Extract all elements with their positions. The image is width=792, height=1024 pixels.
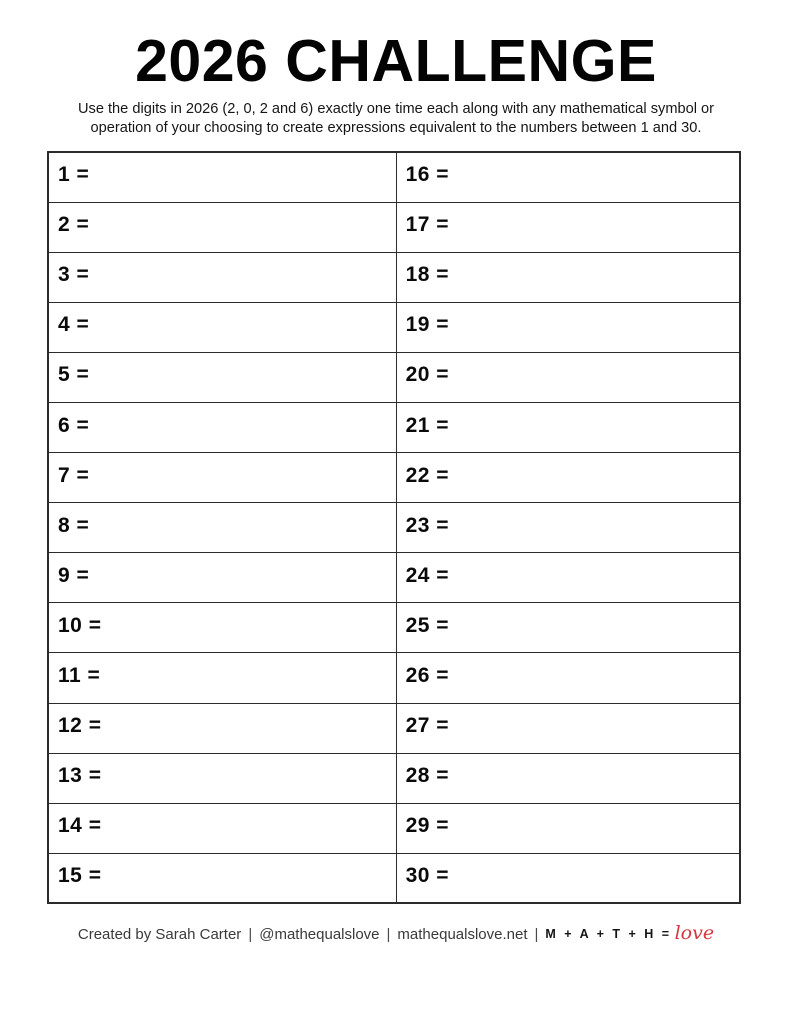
table-cell: 11 = [48, 653, 396, 703]
love-script-logo: love [674, 922, 715, 945]
table-row [48, 803, 740, 853]
table-cell: 10 = [48, 603, 396, 653]
table-cell: 21 = [396, 402, 740, 452]
worksheet-page [0, 28, 792, 1024]
table-cell: 27 = [396, 703, 740, 753]
table-row [48, 703, 740, 753]
table-cell: 6 = [48, 402, 396, 452]
table-cell: 13 = [48, 753, 396, 803]
table-cell: 3 = [48, 252, 396, 302]
table-row [48, 553, 740, 603]
table-row [48, 302, 740, 352]
table-cell: 1 = [48, 152, 396, 202]
footer-website: mathequalslove.net [397, 926, 528, 944]
instructions-line-1: Use the digits in 2026 (2, 0, 2 and 6) exactly one time each along with any mathematical symbol or [78, 101, 714, 117]
table-cell: 16 = [396, 152, 740, 202]
footer-separator: | [386, 926, 391, 944]
table-cell: 20 = [396, 352, 740, 402]
table-cell: 15 = [48, 853, 396, 903]
table-row [48, 503, 740, 553]
table-row [48, 352, 740, 402]
math-equals-love-logo: M + A + T + H = [545, 927, 672, 942]
table-row [48, 853, 740, 903]
table-cell: 18 = [396, 252, 740, 302]
table-cell: 9 = [48, 553, 396, 603]
table-cell: 23 = [396, 503, 740, 553]
footer-separator: | [534, 926, 539, 944]
table-cell: 17 = [396, 202, 740, 252]
table-row [48, 453, 740, 503]
table-cell: 29 = [396, 803, 740, 853]
table-row [48, 653, 740, 703]
instructions [0, 100, 792, 137]
table-cell: 22 = [396, 453, 740, 503]
table-cell: 25 = [396, 603, 740, 653]
footer-separator: | [248, 926, 253, 944]
footer-credit: Created by Sarah Carter [77, 926, 242, 944]
table-row [48, 152, 740, 202]
table-cell: 24 = [396, 553, 740, 603]
table-row [48, 753, 740, 803]
table-cell: 8 = [48, 503, 396, 553]
table-cell: 14 = [48, 803, 396, 853]
table-row [48, 603, 740, 653]
table-row [48, 252, 740, 302]
table-cell: 2 = [48, 202, 396, 252]
table-row [48, 202, 740, 252]
table-cell: 7 = [48, 453, 396, 503]
table-cell: 5 = [48, 352, 396, 402]
instructions-line-2: operation of your choosing to create expressions equivalent to the numbers between 1 and 30. [90, 119, 702, 136]
footer [0, 922, 792, 944]
table-cell: 28 = [396, 753, 740, 803]
table-cell: 4 = [48, 302, 396, 352]
table-cell: 19 = [396, 302, 740, 352]
challenge-table [47, 151, 741, 904]
table-cell: 30 = [396, 853, 740, 903]
table-cell: 12 = [48, 703, 396, 753]
table-cell: 26 = [396, 653, 740, 703]
footer-handle: @mathequalslove [259, 926, 380, 944]
page-title: 2026 CHALLENGE [135, 28, 657, 94]
table-row [48, 402, 740, 452]
